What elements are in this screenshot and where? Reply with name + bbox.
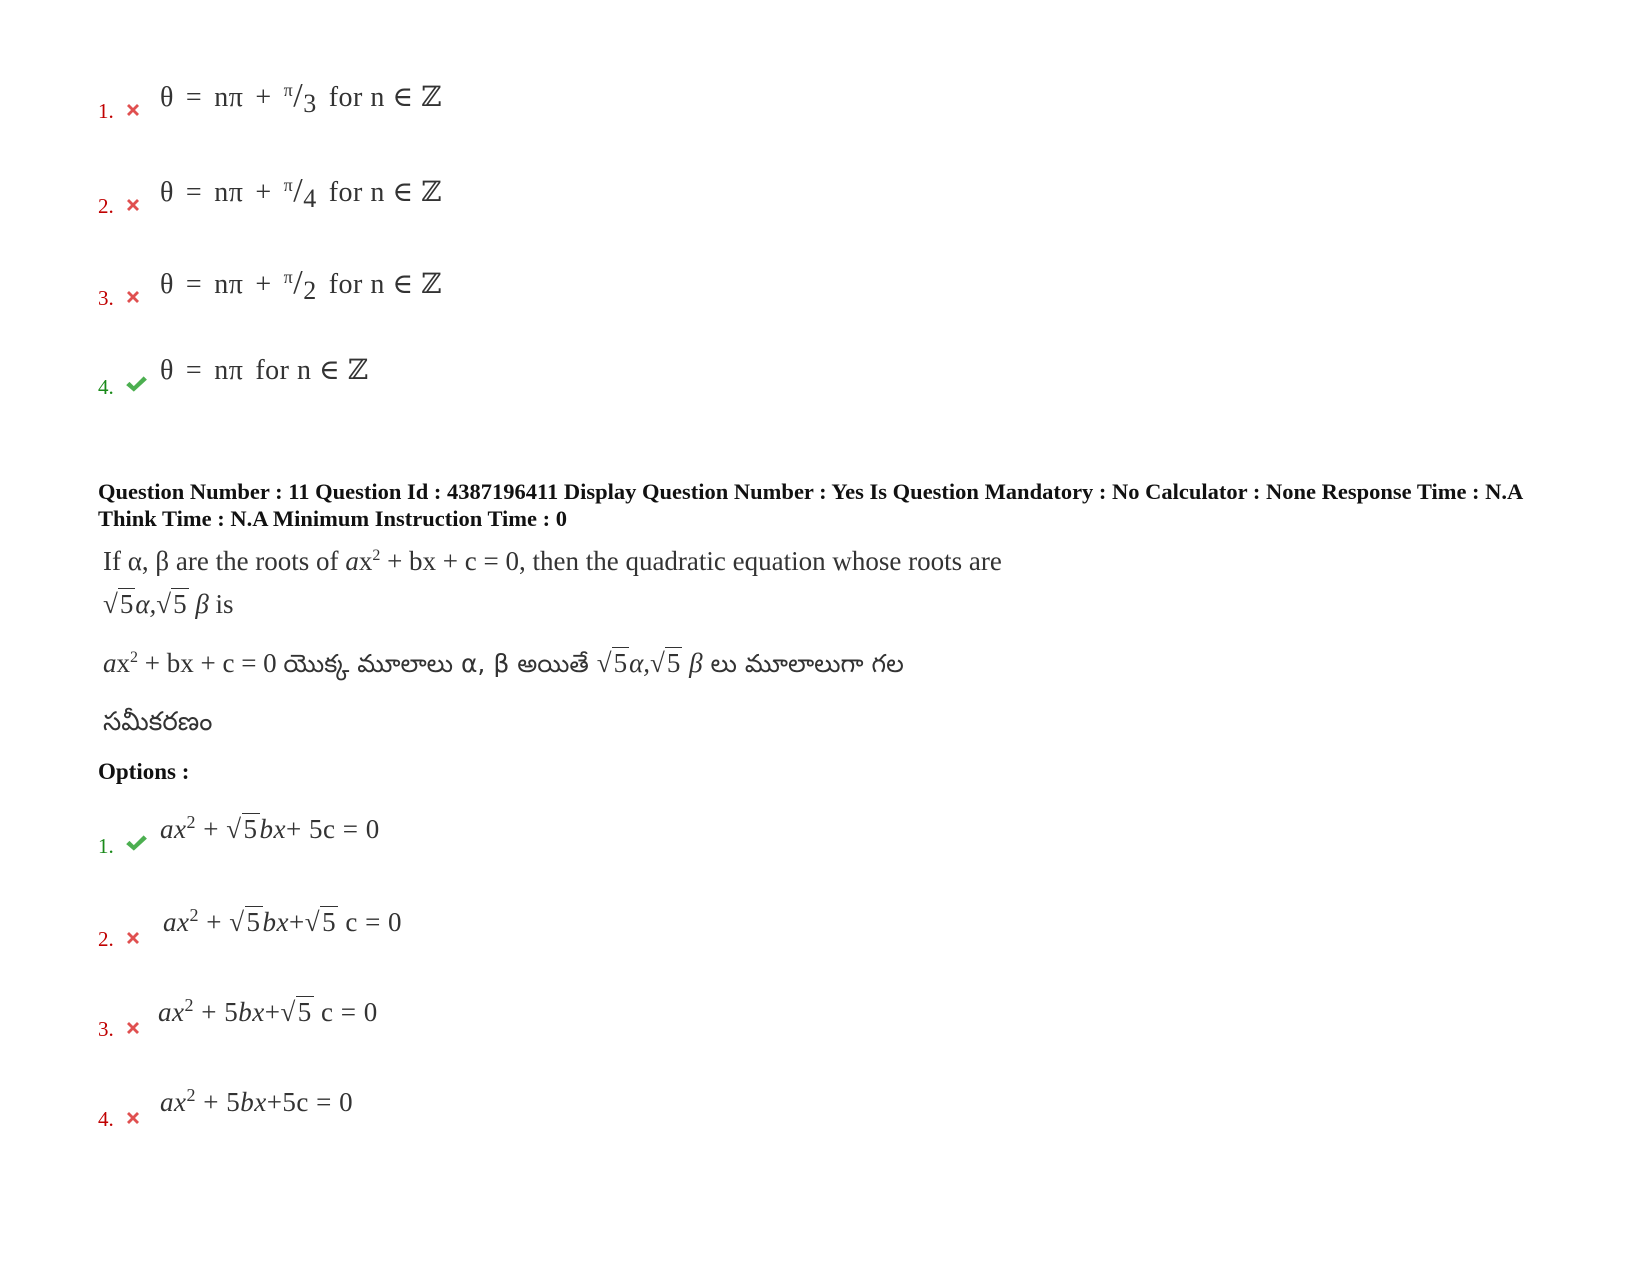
option-expression: $ax^2 + 5bx+5c = 0$ <box>160 1085 354 1117</box>
option-expression: θ = nπ + $^\pi$/3 for n ∈ ℤ <box>160 77 443 118</box>
options-label: Options : <box>98 759 190 784</box>
question-text-english-line2: √5α,√5 β is <box>103 589 234 619</box>
option-expression: $ax^2 + 5bx+√5$ c = 0 <box>158 995 378 1027</box>
question-meta: Question Number : 11 Question Id : 4387196411 Display Question Number : Yes Is Question Mandatory : No Calculator : None Response Time : N.A Think Time : N.A Minimum Instruction Time : 0 <box>98 479 1523 531</box>
cross-icon <box>124 1109 142 1127</box>
question-text-telugu-line2: సమీకరణం <box>103 707 213 737</box>
option-number: 2. <box>98 927 114 951</box>
option-number: 2. <box>98 194 114 218</box>
cross-icon <box>124 101 142 119</box>
option-number: 3. <box>98 286 114 310</box>
cross-icon <box>124 1019 142 1037</box>
option-number: 4. <box>98 1107 114 1131</box>
cross-icon <box>124 196 142 214</box>
option-expression: $ax^2 + √5bx+ 5c = 0$ <box>160 812 380 844</box>
option-expression: $ax^2 + √5bx+√5$ c = 0 <box>163 905 403 937</box>
check-icon <box>124 374 148 394</box>
option-number: 1. <box>98 99 114 123</box>
option-expression: θ = nπ for n ∈ ℤ <box>160 355 369 386</box>
check-icon <box>124 833 148 853</box>
question-text-telugu: $ax^2$ + bx + c = 0 యొక్క మూలాలు α, β అయితే √5α,√5 β లు మూలాలుగా గల <box>103 648 904 678</box>
option-number: 1. <box>98 834 114 858</box>
option-number: 4. <box>98 375 114 399</box>
question-text-english: If α, β are the roots of $ax^2$ + bx + c = 0, then the quadratic equation whose roots are <box>103 546 1002 576</box>
option-expression: θ = nπ + $^\pi$/4 for n ∈ ℤ <box>160 172 443 213</box>
option-expression: θ = nπ + $^\pi$/2 for n ∈ ℤ <box>160 264 443 305</box>
cross-icon <box>124 929 142 947</box>
option-number: 3. <box>98 1017 114 1041</box>
cross-icon <box>124 288 142 306</box>
